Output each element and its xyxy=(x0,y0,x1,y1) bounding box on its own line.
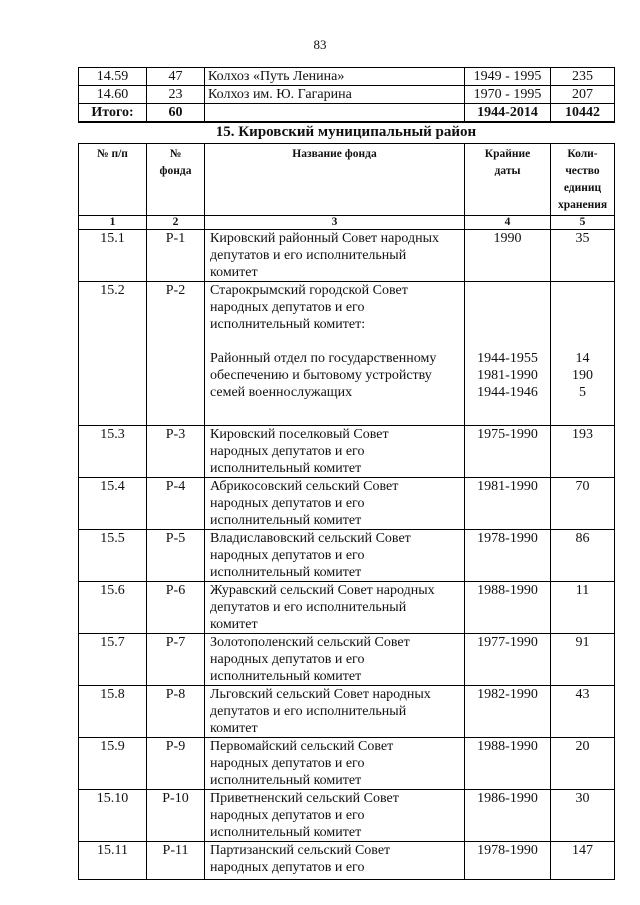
table-row xyxy=(79,634,615,686)
fund-quantity xyxy=(551,738,615,790)
fund-name-line: исполнительный комитет xyxy=(210,461,362,476)
previous-section-table xyxy=(78,67,615,123)
fund-dates xyxy=(465,530,551,582)
row-number: 15.5 xyxy=(79,530,147,582)
header-dates: Крайние даты xyxy=(465,144,551,216)
fund-quantity-line: 86 xyxy=(575,531,590,546)
fund-dates-line: 1986-1990 xyxy=(477,791,538,806)
fund-name-line: исполнительный комитет xyxy=(210,513,362,528)
fund-name xyxy=(205,790,465,842)
fund-dates xyxy=(465,582,551,634)
fund-name-line: Партизанский сельский Совет xyxy=(210,843,391,858)
fund-quantity-line xyxy=(554,299,611,316)
fund-number: Р-10 xyxy=(147,790,205,842)
fund-name-line: народных депутатов и его xyxy=(210,756,365,771)
fund-number: Р-1 xyxy=(147,230,205,282)
row-number: 15.6 xyxy=(79,582,147,634)
fund-dates-line xyxy=(468,282,547,299)
fund-dates-line: 1981-1990 xyxy=(477,479,538,494)
fund-dates-line: 1982-1990 xyxy=(477,687,538,702)
fund-name-line: депутатов и его исполнительный xyxy=(210,704,407,719)
fund-dates-line: 1944-1955 xyxy=(477,351,538,366)
header-fund-name: Название фонда xyxy=(205,144,465,216)
fund-name-line: Районный отдел по государственному xyxy=(210,351,437,366)
table-row xyxy=(79,86,615,104)
fund-name-line: Кировский поселковый Совет xyxy=(210,427,389,442)
section-title: 15. Кировский муниципальный район xyxy=(215,124,477,140)
fund-name-line xyxy=(210,333,461,350)
fund-name-line: народных депутатов и его xyxy=(210,652,365,667)
fund-name-line: Абрикосовский сельский Совет xyxy=(210,479,399,494)
fund-quantity xyxy=(551,842,615,880)
fund-name xyxy=(205,686,465,738)
fund-number: 47 xyxy=(147,68,205,86)
fund-dates: 1949 - 1995 xyxy=(465,68,551,86)
fund-number: Р-8 xyxy=(147,686,205,738)
row-number: 15.1 xyxy=(79,230,147,282)
fund-quantity-line: 193 xyxy=(572,427,593,442)
fund-number: Р-2 xyxy=(147,282,205,426)
fund-number: Р-5 xyxy=(147,530,205,582)
fund-quantity xyxy=(551,478,615,530)
fund-quantity-line: 147 xyxy=(572,843,593,858)
fund-number: Р-7 xyxy=(147,634,205,686)
fund-number: Р-3 xyxy=(147,426,205,478)
fund-quantity-line: 70 xyxy=(575,479,590,494)
fund-dates xyxy=(465,842,551,880)
column-number: 3 xyxy=(205,216,465,230)
fund-number: 23 xyxy=(147,86,205,104)
fund-dates: 1970 - 1995 xyxy=(465,86,551,104)
row-number: 15.4 xyxy=(79,478,147,530)
row-number: 15.8 xyxy=(79,686,147,738)
fund-dates-line: 1978-1990 xyxy=(477,531,538,546)
fund-dates xyxy=(465,230,551,282)
header-fund-number: № фонда xyxy=(147,144,205,216)
fund-quantity xyxy=(551,230,615,282)
total-empty-cell xyxy=(205,104,465,123)
fund-dates-line: 1988-1990 xyxy=(477,739,538,754)
fund-name-line: исполнительный комитет xyxy=(210,773,362,788)
fund-name-line: исполнительный комитет xyxy=(210,669,362,684)
fund-name xyxy=(205,282,465,426)
fund-name xyxy=(205,530,465,582)
column-number: 5 xyxy=(551,216,615,230)
fund-quantity xyxy=(551,582,615,634)
table-row xyxy=(79,426,615,478)
row-number: 14.59 xyxy=(79,68,147,86)
header-row xyxy=(79,144,615,216)
table-row xyxy=(79,68,615,86)
fund-dates xyxy=(465,478,551,530)
fund-quantity xyxy=(551,686,615,738)
fund-number: Р-6 xyxy=(147,582,205,634)
fund-name-line: Старокрымский городской Совет xyxy=(210,283,408,298)
fund-name-line: депутатов и его исполнительный xyxy=(210,248,407,263)
row-number: 15.11 xyxy=(79,842,147,880)
fund-dates-line: 1990 xyxy=(493,231,522,246)
total-label: Итого: xyxy=(79,104,147,123)
fund-dates-line xyxy=(468,316,547,333)
total-row xyxy=(79,104,615,123)
fund-name-line: Первомайский сельский Совет xyxy=(210,739,394,754)
fund-name-line: Кировский районный Совет народных xyxy=(210,231,439,246)
table-row xyxy=(79,530,615,582)
table-row xyxy=(79,282,615,426)
fund-quantity xyxy=(551,426,615,478)
funds-table xyxy=(78,143,615,880)
fund-name-line: исполнительный комитет xyxy=(210,565,362,580)
fund-name-line: народных депутатов и его xyxy=(210,300,365,315)
fund-name-line: комитет xyxy=(210,617,258,632)
fund-quantity-line xyxy=(554,316,611,333)
fund-dates xyxy=(465,790,551,842)
fund-name-line: народных депутатов и его xyxy=(210,860,365,875)
fund-number: Р-11 xyxy=(147,842,205,880)
fund-dates-line: 1977-1990 xyxy=(477,635,538,650)
fund-name-line: исполнительный комитет xyxy=(210,825,362,840)
fund-quantity: 207 xyxy=(551,86,615,104)
row-number: 14.60 xyxy=(79,86,147,104)
fund-name-line: народных депутатов и его xyxy=(210,444,365,459)
row-number: 15.9 xyxy=(79,738,147,790)
header-row-number: № п/п xyxy=(79,144,147,216)
fund-name-line: комитет xyxy=(210,265,258,280)
fund-dates-line: 1988-1990 xyxy=(477,583,538,598)
fund-name-line: Журавский сельский Совет народных xyxy=(210,583,435,598)
fund-name xyxy=(205,230,465,282)
fund-quantity-line: 190 xyxy=(572,368,593,383)
fund-dates-line: 1944-1946 xyxy=(477,385,538,400)
fund-name-line: Золотополенский сельский Совет xyxy=(210,635,410,650)
fund-quantity xyxy=(551,634,615,686)
table-row xyxy=(79,230,615,282)
fund-number: Р-9 xyxy=(147,738,205,790)
table-row xyxy=(79,738,615,790)
page-number: 83 xyxy=(313,37,327,52)
row-number: 15.7 xyxy=(79,634,147,686)
fund-quantity-line: 14 xyxy=(575,351,590,366)
row-number: 15.10 xyxy=(79,790,147,842)
fund-quantity-line xyxy=(554,333,611,350)
fund-name-line: обеспечению и бытовому устройству xyxy=(210,368,432,383)
fund-dates xyxy=(465,738,551,790)
fund-quantity xyxy=(551,282,615,426)
fund-name-line: комитет xyxy=(210,721,258,736)
fund-dates-line: 1975-1990 xyxy=(477,427,538,442)
fund-quantity xyxy=(551,530,615,582)
fund-name-line: Приветненский сельский Совет xyxy=(210,791,399,806)
fund-dates xyxy=(465,282,551,426)
fund-name xyxy=(205,738,465,790)
fund-dates xyxy=(465,634,551,686)
fund-name: Колхоз «Путь Ленина» xyxy=(205,68,465,86)
row-number: 15.3 xyxy=(79,426,147,478)
fund-name xyxy=(205,634,465,686)
fund-quantity-line: 91 xyxy=(575,635,590,650)
fund-name-line: народных депутатов и его xyxy=(210,496,365,511)
column-number: 2 xyxy=(147,216,205,230)
fund-name-line: Владиславовский сельский Совет xyxy=(210,531,411,546)
fund-quantity-line xyxy=(554,282,611,299)
fund-quantity-line: 30 xyxy=(575,791,590,806)
total-quantity: 10442 xyxy=(551,104,615,123)
table-row xyxy=(79,478,615,530)
table-row xyxy=(79,790,615,842)
fund-name-line: депутатов и его исполнительный xyxy=(210,600,407,615)
fund-quantity-line: 43 xyxy=(575,687,590,702)
total-fund-count: 60 xyxy=(147,104,205,123)
fund-name xyxy=(205,582,465,634)
fund-name xyxy=(205,478,465,530)
fund-dates-line: 1978-1990 xyxy=(477,843,538,858)
column-number: 1 xyxy=(79,216,147,230)
fund-name xyxy=(205,426,465,478)
fund-name xyxy=(205,842,465,880)
fund-name-line: исполнительный комитет: xyxy=(210,317,366,332)
fund-dates-line xyxy=(468,333,547,350)
fund-name-line: Льговский сельский Совет народных xyxy=(210,687,431,702)
row-number: 15.2 xyxy=(79,282,147,426)
fund-quantity-line: 5 xyxy=(579,385,586,400)
fund-dates xyxy=(465,426,551,478)
column-number: 4 xyxy=(465,216,551,230)
table-row xyxy=(79,842,615,880)
table-row xyxy=(79,686,615,738)
fund-name-line: народных депутатов и его xyxy=(210,808,365,823)
fund-quantity: 235 xyxy=(551,68,615,86)
fund-quantity-line: 11 xyxy=(575,583,590,598)
fund-dates-line: 1981-1990 xyxy=(477,368,538,383)
fund-quantity-line: 20 xyxy=(575,739,590,754)
column-numbers-row xyxy=(79,216,615,230)
table-row xyxy=(79,582,615,634)
fund-dates xyxy=(465,686,551,738)
fund-name-line: семей военнослужащих xyxy=(210,385,353,400)
fund-quantity-line: 35 xyxy=(575,231,590,246)
header-quantity: Коли- чество единиц хранения xyxy=(551,144,615,216)
fund-quantity xyxy=(551,790,615,842)
fund-name-line: народных депутатов и его xyxy=(210,548,365,563)
total-dates: 1944-2014 xyxy=(465,104,551,123)
fund-number: Р-4 xyxy=(147,478,205,530)
fund-dates-line xyxy=(468,299,547,316)
fund-name: Колхоз им. Ю. Гагарина xyxy=(205,86,465,104)
